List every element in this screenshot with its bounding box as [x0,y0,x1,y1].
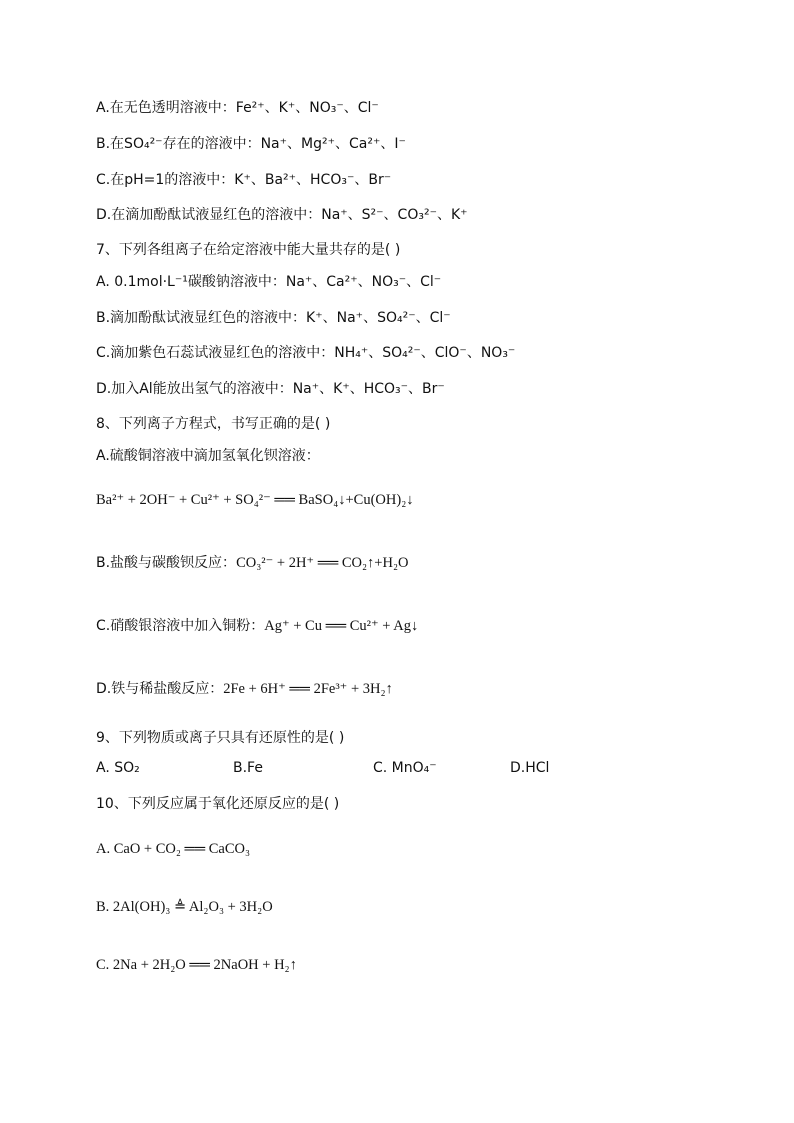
q9-option-c: C. MnO₄⁻ [373,760,437,776]
q9-option-d: D.HCl [510,760,550,776]
q7-option-a: A. 0.1mol·L⁻¹碳酸钠溶液中：Na⁺、Ca²⁺、NO₃⁻、Cl⁻ [96,274,442,290]
q8-option-c [96,616,418,636]
q7-stem: 7、下列各组离子在给定溶液中能大量共存的是( ) [96,242,401,258]
q8-option-a-label: A.硫酸铜溶液中滴加氢氧化钡溶液： [96,448,320,464]
q8-option-a-equation: Ba²⁺ + 2OH⁻ + Cu²⁺ + SO₄²⁻ ══ BaSO₄↓+Cu(OH)₂↓ [96,492,414,508]
q7-option-d: D.加入Al能放出氢气的溶液中：Na⁺、K⁺、HCO₃⁻、Br⁻ [96,381,445,397]
q10-option-c: C. 2Na + 2H₂O ══ 2NaOH + H₂↑ [96,957,297,973]
q9-option-a: A. SO₂ [96,760,140,776]
q6-option-b: B.在SO₄²⁻存在的溶液中：Na⁺、Mg²⁺、Ca²⁺、I⁻ [96,136,406,152]
q8-stem: 8、下列离子方程式，书写正确的是( ) [96,416,331,432]
q9-options [96,760,616,780]
q10-option-b: B. 2Al(OH)₃ ≜ Al₂O₃ + 3H₂O [96,899,273,915]
q8-option-d-label: D.铁与稀盐酸反应： [96,681,224,697]
q9-option-b: B.Fe [233,760,263,776]
q8-option-c-label: C.硝酸银溶液中加入铜粉： [96,618,265,634]
q8-option-d [96,679,393,699]
q6-option-d: D.在滴加酚酞试液显红色的溶液中：Na⁺、S²⁻、CO₃²⁻、K⁺ [96,207,468,223]
q7-option-b: B.滴加酚酞试液显红色的溶液中：K⁺、Na⁺、SO₄²⁻、Cl⁻ [96,310,451,326]
q10-stem: 10、下列反应属于氧化还原反应的是( ) [96,796,340,812]
q6-option-c: C.在pH=1的溶液中：K⁺、Ba²⁺、HCO₃⁻、Br⁻ [96,172,392,188]
q9-stem: 9、下列物质或离子只具有还原性的是( ) [96,730,345,746]
q8-option-c-equation: Ag⁺ + Cu ══ Cu²⁺ + Ag↓ [264,618,419,634]
q8-option-b [96,553,408,573]
q6-option-a: A.在无色透明溶液中：Fe²⁺、K⁺、NO₃⁻、Cl⁻ [96,100,379,116]
q10-option-a: A. CaO + CO₂ ══ CaCO₃ [96,841,251,857]
q7-option-c: C.滴加紫色石蕊试液显红色的溶液中：NH₄⁺、SO₄²⁻、ClO⁻、NO₃⁻ [96,345,516,361]
q8-option-b-label: B.盐酸与碳酸钡反应： [96,555,237,571]
q8-option-d-equation: 2Fe + 6H⁺ ══ 2Fe³⁺ + 3H₂↑ [223,681,393,697]
q8-option-b-equation: CO₃²⁻ + 2H⁺ ══ CO₂↑+H₂O [236,555,409,571]
